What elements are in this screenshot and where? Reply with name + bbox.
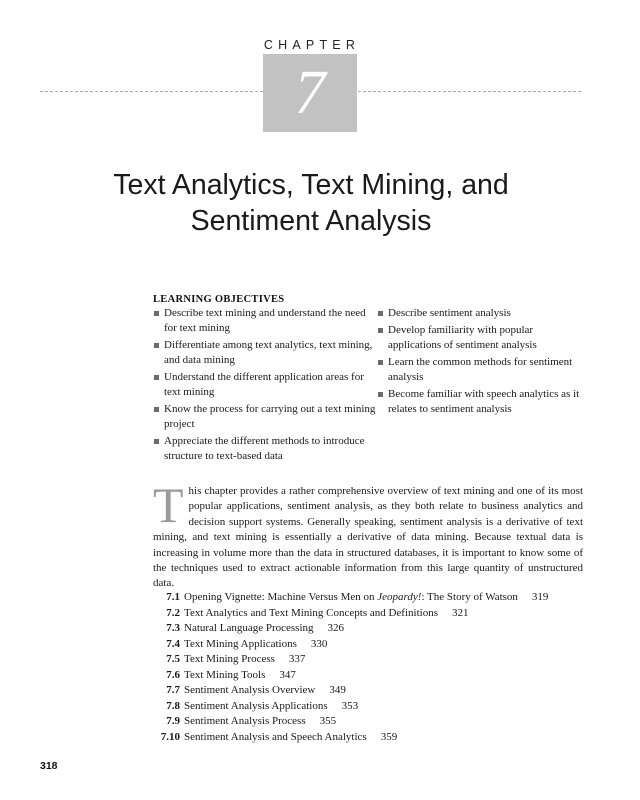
- toc-row[interactable]: [150, 652, 590, 668]
- chapter-number: 7: [263, 54, 357, 132]
- toc-section-number: 7.6: [166, 668, 180, 681]
- toc-page-number: 349: [329, 684, 346, 696]
- drop-cap: T: [153, 477, 184, 533]
- toc-row[interactable]: [150, 714, 590, 730]
- divider-right: [358, 91, 581, 92]
- toc-section-number: 7.5: [166, 653, 180, 665]
- toc-section-number: 7.8: [166, 699, 180, 712]
- toc-page-number: 321: [451, 606, 469, 619]
- chapter-label: CHAPTER: [263, 38, 361, 52]
- chapter-title-line-2: Sentiment Analysis: [190, 205, 432, 237]
- toc-section-number: 7.2: [166, 606, 180, 619]
- chapter-title: [40, 167, 582, 239]
- objectives-right-list: [377, 306, 582, 466]
- intro-text: his chapter provides a rather comprehensive overview of text mining and one of its most popular applications, sentiment analysis, as they both relate to business analytics and decision support systems. Generally speaking, sentiment analysis is a derivative of text mining, and text mining is essentially a derivative of data mining. Because textual data is increasing in volume more than the data in structured databases, it is important to know some of the techniques used to extract actionable information from this large quantity of unstructured data.: [153, 485, 583, 590]
- toc-title: Opening Vignette: Machine Versus Men on Jeopardy!: The Story of Watson: [184, 591, 518, 603]
- toc-section-number: 7.10: [160, 730, 180, 743]
- objective-item: Appreciate the different methods to introduce structure to text-based data: [153, 434, 377, 464]
- chapter-title-line-1: Text Analytics, Text Mining, and: [113, 169, 509, 201]
- toc-title: Text Mining Tools: [184, 668, 266, 681]
- toc-page-number: 337: [288, 653, 306, 665]
- toc-section-number: 7.4: [166, 637, 180, 650]
- page-number: 318: [40, 760, 58, 772]
- objective-item: Describe sentiment analysis: [377, 306, 582, 321]
- toc-row[interactable]: [150, 606, 590, 622]
- toc-row[interactable]: [150, 699, 590, 715]
- toc-title: Sentiment Analysis Applications: [184, 699, 328, 712]
- toc-row[interactable]: [150, 590, 590, 606]
- objective-item: Learn the common methods for sentiment analysis: [377, 355, 582, 385]
- objective-item: Describe text mining and understand the need for text mining: [153, 306, 377, 336]
- toc-title: Text Mining Applications: [184, 637, 297, 650]
- toc-page-number: 355: [319, 715, 337, 727]
- toc-section-number: 7.9: [166, 715, 180, 727]
- table-of-contents: [150, 590, 590, 745]
- toc-row[interactable]: [150, 668, 590, 684]
- learning-objectives: [153, 294, 583, 466]
- objective-item: Differentiate among text analytics, text mining, and data mining: [153, 338, 377, 368]
- toc-title: Sentiment Analysis and Speech Analytics: [184, 730, 367, 743]
- objective-item: Develop familiarity with popular applications of sentiment analysis: [377, 323, 582, 353]
- toc-row[interactable]: [150, 730, 590, 746]
- toc-title: Sentiment Analysis Process: [184, 715, 306, 727]
- toc-row[interactable]: [150, 683, 590, 699]
- toc-section-number: 7.3: [166, 622, 180, 634]
- objectives-heading: LEARNING OBJECTIVES: [153, 294, 285, 305]
- objectives-left-list: [153, 306, 377, 466]
- objective-item: Know the process for carrying out a text mining project: [153, 402, 377, 432]
- toc-page-number: 326: [327, 622, 345, 634]
- toc-title-italic: Jeopardy!: [377, 591, 422, 603]
- toc-page-number: 330: [310, 637, 328, 650]
- toc-section-number: 7.1: [166, 591, 180, 603]
- toc-row[interactable]: [150, 637, 590, 653]
- toc-page-number: 353: [341, 699, 359, 712]
- toc-page-number: 319: [531, 591, 549, 603]
- toc-title: Natural Language Processing: [184, 622, 314, 634]
- toc-title: Sentiment Analysis Overview: [184, 684, 316, 696]
- toc-page-number: 347: [279, 668, 296, 681]
- toc-page-number: 359: [380, 730, 398, 743]
- divider-left: [40, 91, 263, 92]
- toc-title: Text Mining Process: [184, 653, 275, 665]
- toc-title: Text Analytics and Text Mining Concepts and Definitions: [184, 606, 438, 619]
- objective-item: Become familiar with speech analytics as it relates to sentiment analysis: [377, 387, 582, 417]
- toc-section-number: 7.7: [166, 684, 180, 696]
- toc-row[interactable]: [150, 621, 590, 637]
- intro-paragraph: [153, 477, 583, 592]
- objective-item: Understand the different application areas for text mining: [153, 370, 377, 400]
